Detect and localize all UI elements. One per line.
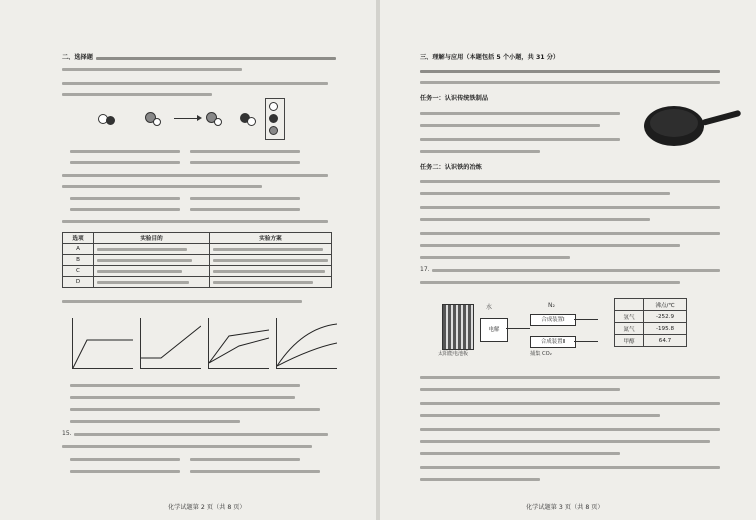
task2-heading: 任务二：认识铁的冶炼 [420,164,482,171]
q17-label: 17. [420,266,430,273]
table-header: 沸点/℃ [644,299,687,311]
graph-a [72,318,133,369]
page-footer-right: 化学试题第 3 页（共 8 页） [526,504,604,511]
section-title: 三、理解与应用（本题包括 5 个小题，共 31 分） [420,54,560,61]
table-row: 氮气 -195.8 [615,323,687,335]
table-header: 选项 [63,233,94,244]
mc-section-title: 二、选择题 [62,54,93,61]
experiment-table [62,232,332,288]
page-footer-left: 化学试题第 2 页（共 8 页） [168,504,246,511]
table-row: 氢气 -252.9 [615,311,687,323]
left-page [0,0,376,520]
solar-panel-icon [442,304,474,350]
q15-label: 15. [62,430,72,437]
graph-d [276,318,337,369]
device-2-box: 合成装置Ⅱ [530,336,576,348]
graph-c [208,318,269,369]
table-row: A [63,244,332,255]
table-row: D [63,277,332,288]
graph-b [140,318,201,369]
table-header: 实验目的 [94,233,210,244]
table-row: B [63,255,332,266]
task1-heading: 任务一：认识传统铁制品 [420,95,489,102]
frying-pan-icon [642,98,752,154]
right-page: 三、理解与应用（本题包括 5 个小题，共 31 分） 任务一：认识传统铁制品 任务二：认识铁的冶炼 17. 太阳能电池板 水 电解 N₂ 合成装置Ⅰ 合成装置Ⅱ 捕集 CO₂ 沸点/℃ 氢气 -252.9 氮气 -195.8 甲醇 64.7 化学试题第 3 页（共 8 页） [380,0,756,520]
table-row: C [63,266,332,277]
device-1-box: 合成装置Ⅰ [530,314,576,326]
table-row: 甲醇 64.7 [615,335,687,347]
electrolysis-box: 电解 [480,318,508,342]
table-header: 实验方案 [210,233,332,244]
boiling-point-table [614,298,687,347]
